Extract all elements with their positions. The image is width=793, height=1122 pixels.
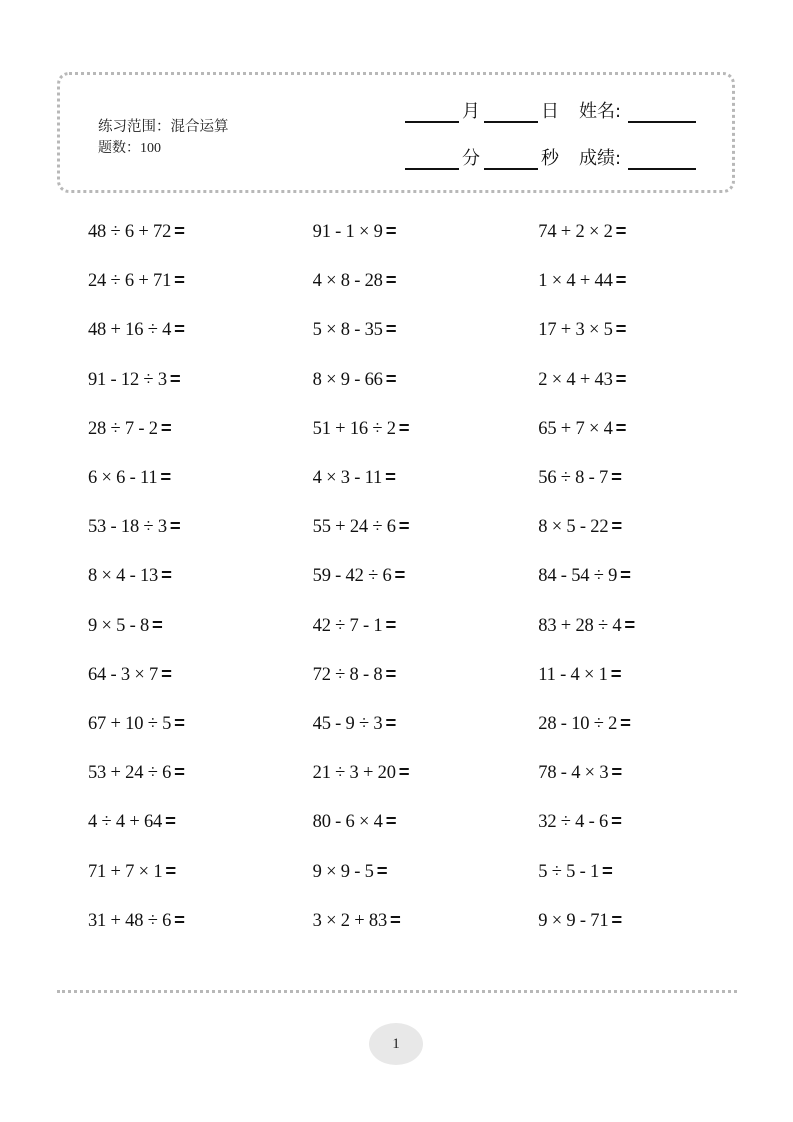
fill-in-fields [405,97,699,191]
problem-count-label: 题数： [98,140,140,156]
problem-item [88,909,313,932]
problem-item [313,614,539,637]
problem-expression: 5 × 8 - 35 [312,320,383,341]
problem-item [88,466,313,489]
problem-expression: 48 + 16 ÷ 4 [88,320,172,341]
problem-expression: 4 ÷ 4 + 64 [88,812,163,833]
problem-item [538,564,708,587]
problem-item [538,761,708,784]
equals-sign: = [385,220,397,242]
problem-expression: 65 + 7 × 4 [538,418,613,439]
problem-expression: 9 × 9 - 5 [312,861,374,882]
problem-expression: 53 - 18 ÷ 3 [88,517,167,538]
equals-sign: = [174,269,185,291]
problem-item [538,614,708,637]
problem-row [88,797,708,846]
problem-row [88,551,708,600]
problem-row [88,207,708,256]
problem-item [313,663,539,686]
problem-item [538,712,708,735]
problem-expression: 28 - 10 ÷ 2 [538,713,618,734]
equals-sign: = [165,810,176,832]
problem-expression: 83 + 28 ÷ 4 [538,615,622,636]
equals-sign: = [152,613,163,635]
problem-expression: 53 + 24 ÷ 6 [88,763,172,784]
worksheet-info [98,117,229,159]
problem-item [538,220,708,243]
month-blank[interactable] [405,101,459,123]
problem-expression: 78 - 4 × 3 [538,763,609,784]
problem-row [88,846,708,895]
equals-sign: = [398,416,410,438]
problem-expression: 9 × 5 - 8 [88,615,150,636]
problem-expression: 45 - 9 ÷ 3 [312,713,383,734]
footer-divider [57,990,737,993]
problem-item [313,712,539,735]
problem-expression: 74 + 2 × 2 [538,222,613,243]
problem-item [538,368,708,391]
problem-item [313,269,539,292]
equals-sign: = [620,564,631,586]
problem-item [313,761,539,784]
problem-item [538,417,708,440]
problem-item [88,417,313,440]
problem-item [538,269,708,292]
second-blank[interactable] [484,148,538,170]
equals-sign: = [169,367,181,389]
date-name-row [405,97,699,123]
problem-expression: 8 × 4 - 13 [88,566,159,587]
problem-item [538,318,708,341]
problem-expression: 72 ÷ 8 - 8 [312,664,383,685]
problem-item [88,860,313,883]
second-label: 秒 [541,148,559,169]
equals-sign: = [615,416,627,438]
problem-expression: 67 + 10 ÷ 5 [88,713,172,734]
equals-sign: = [174,318,185,340]
problem-item [88,712,313,735]
problem-expression: 31 + 48 ÷ 6 [88,910,172,931]
equals-sign: = [611,810,622,832]
equals-sign: = [169,515,181,537]
month-label: 月 [462,101,480,122]
minute-label: 分 [462,148,480,169]
problem-item [88,614,313,637]
problem-item [538,663,708,686]
practice-range [98,117,229,138]
equals-sign: = [161,662,172,684]
problem-expression: 32 ÷ 4 - 6 [538,812,609,833]
problem-item [313,860,539,883]
equals-sign: = [615,220,627,242]
problem-expression: 91 - 1 × 9 [312,222,383,243]
problem-expression: 80 - 6 × 4 [312,812,383,833]
practice-range-label: 练习范围： [98,119,171,135]
minute-blank[interactable] [405,148,459,170]
problem-row [88,748,708,797]
day-blank[interactable] [484,101,538,123]
score-label: 成绩: [579,148,622,169]
equals-sign: = [160,466,172,488]
problem-expression: 42 ÷ 7 - 1 [312,615,383,636]
time-score-row [405,144,699,170]
problem-expression: 6 × 6 - 11 [88,468,158,489]
problem-item [88,318,313,341]
problem-row [88,453,708,502]
problem-grid [88,207,708,945]
problem-item [313,220,539,243]
problem-item [88,220,313,243]
equals-sign: = [385,662,397,684]
equals-sign: = [174,761,185,783]
problem-item [313,515,539,538]
problem-expression: 91 - 12 ÷ 3 [88,369,167,390]
problem-item [538,909,708,932]
problem-row [88,355,708,404]
problem-item [538,810,708,833]
problem-row [88,601,708,650]
equals-sign: = [376,859,388,881]
equals-sign: = [610,662,622,684]
problem-expression: 55 + 24 ÷ 6 [312,517,396,538]
problem-expression: 4 × 3 - 11 [312,468,383,489]
problem-row [88,650,708,699]
equals-sign: = [385,711,397,733]
problem-expression: 8 × 5 - 22 [538,517,609,538]
problem-expression: 24 ÷ 6 + 71 [88,271,172,292]
problem-expression: 5 ÷ 5 - 1 [538,861,600,882]
equals-sign: = [398,515,410,537]
problem-item [313,466,539,489]
problem-item [313,564,539,587]
page-number-badge [369,1023,423,1065]
equals-sign: = [394,564,406,586]
problem-item [313,909,539,932]
equals-sign: = [385,367,397,389]
problem-row [88,305,708,354]
problem-count [98,138,229,159]
problem-item [313,810,539,833]
equals-sign: = [174,908,185,930]
worksheet-header [57,72,735,193]
equals-sign: = [615,318,627,340]
equals-sign: = [385,466,396,488]
equals-sign: = [385,318,397,340]
equals-sign: = [611,515,622,537]
problem-expression: 51 + 16 ÷ 2 [312,418,396,439]
problem-expression: 11 - 4 × 1 [538,664,608,685]
equals-sign: = [611,466,622,488]
equals-sign: = [160,416,172,438]
equals-sign: = [174,711,185,733]
equals-sign: = [611,761,622,783]
score-blank[interactable] [628,148,696,170]
problem-expression: 3 × 2 + 83 [312,910,388,931]
equals-sign: = [385,613,397,635]
equals-sign: = [611,908,622,930]
problem-item [88,564,313,587]
problem-expression: 56 ÷ 8 - 7 [538,468,609,489]
problem-item [88,515,313,538]
problem-expression: 28 ÷ 7 - 2 [88,418,158,439]
problem-row [88,256,708,305]
equals-sign: = [624,613,636,635]
problem-item [88,663,313,686]
equals-sign: = [398,761,410,783]
problem-item [313,318,539,341]
problem-row [88,502,708,551]
equals-sign: = [165,859,176,881]
equals-sign: = [390,908,401,930]
equals-sign: = [615,269,627,291]
problem-expression: 48 ÷ 6 + 72 [88,222,172,243]
problem-row [88,896,708,945]
problem-expression: 9 × 9 - 71 [538,910,609,931]
equals-sign: = [385,810,397,832]
day-label: 日 [541,101,559,122]
practice-range-value: 混合运算 [170,119,229,135]
problem-expression: 1 × 4 + 44 [538,271,613,292]
problem-item [88,761,313,784]
equals-sign: = [385,269,397,291]
page-number: 1 [392,1035,400,1052]
problem-item [88,269,313,292]
problem-row [88,699,708,748]
problem-item [88,810,313,833]
problem-item [88,368,313,391]
name-label: 姓名: [579,101,622,122]
problem-expression: 84 - 54 ÷ 9 [538,566,618,587]
problem-count-value: 100 [140,141,161,156]
name-blank[interactable] [628,101,696,123]
equals-sign: = [602,859,613,881]
problem-expression: 59 - 42 ÷ 6 [312,566,392,587]
problem-item [538,860,708,883]
equals-sign: = [161,564,172,586]
equals-sign: = [615,367,627,389]
problem-expression: 4 × 8 - 28 [312,271,383,292]
problem-item [538,466,708,489]
problem-expression: 8 × 9 - 66 [312,369,383,390]
problem-item [538,515,708,538]
problem-expression: 21 ÷ 3 + 20 [312,763,396,784]
problem-expression: 17 + 3 × 5 [538,320,613,341]
problem-expression: 71 + 7 × 1 [88,861,163,882]
problem-expression: 64 - 3 × 7 [88,664,159,685]
problem-item [313,417,539,440]
equals-sign: = [620,711,631,733]
equals-sign: = [174,220,185,242]
problem-item [313,368,539,391]
problem-expression: 2 × 4 + 43 [538,369,613,390]
problem-row [88,404,708,453]
